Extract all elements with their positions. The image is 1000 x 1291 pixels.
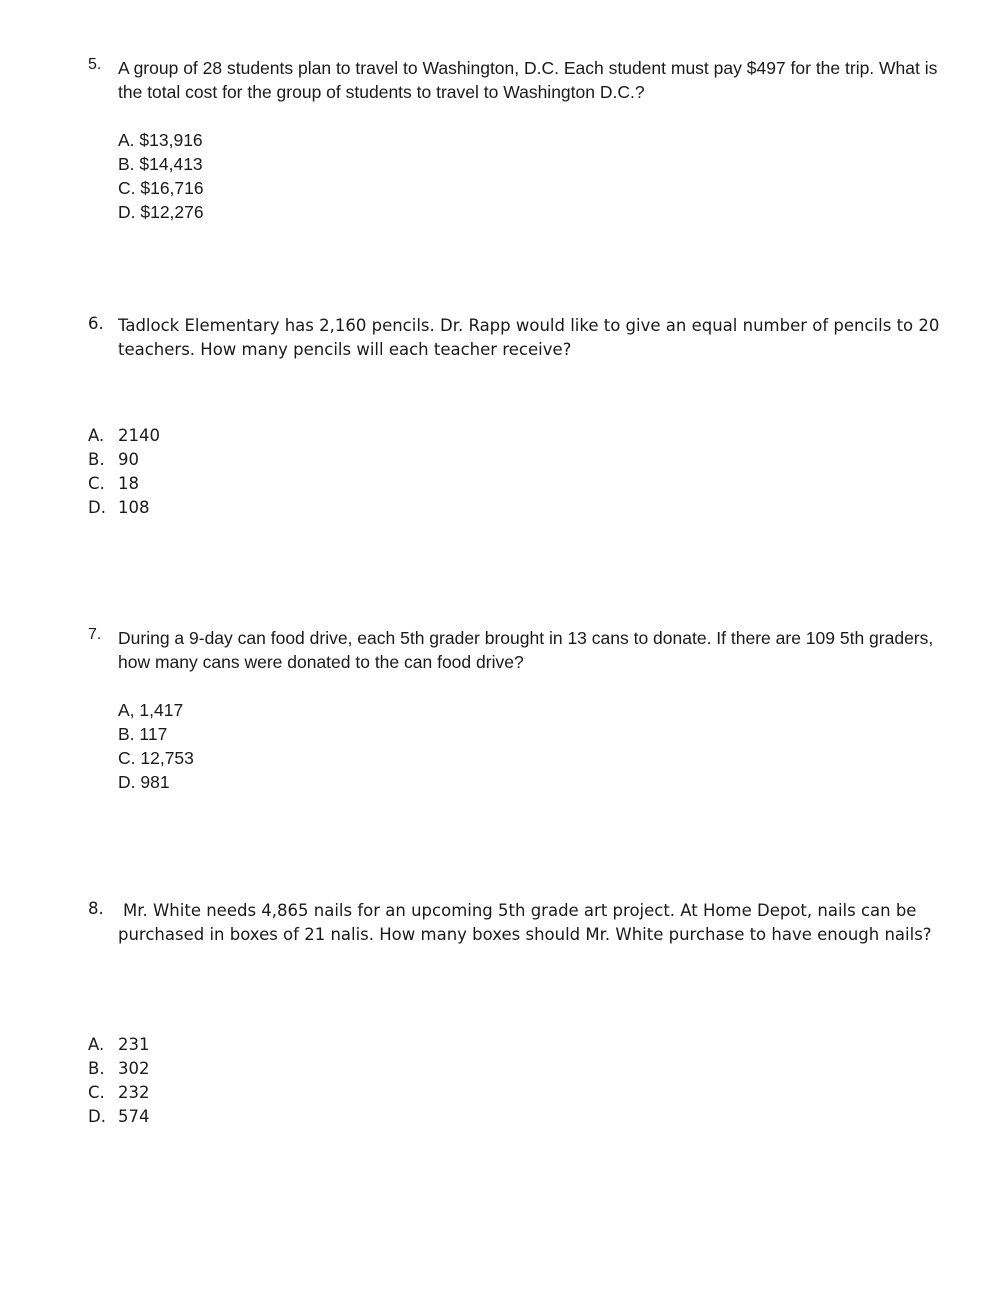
answer-options — [118, 128, 204, 224]
option-c — [88, 1081, 150, 1105]
option-b: B. $14,413 — [118, 154, 203, 174]
option-label: B. — [88, 450, 105, 469]
option-label: C. — [88, 1083, 105, 1102]
option-d — [88, 1105, 150, 1129]
question-text: Tadlock Elementary has 2,160 pencils. Dr. Rapp would like to give an equal number of pencils to 20 teachers. How many pencils will each teacher receive? — [118, 316, 940, 359]
option-d: D. $12,276 — [118, 202, 204, 222]
option-d — [88, 496, 160, 520]
option-value: 232 — [118, 1083, 150, 1102]
option-label: C. — [88, 474, 105, 493]
option-label: D. — [88, 1107, 106, 1126]
option-c — [88, 472, 160, 496]
option-value: 108 — [118, 498, 150, 517]
option-value: 90 — [118, 450, 139, 469]
option-value: 2140 — [118, 426, 160, 445]
option-b — [88, 448, 160, 472]
answer-options — [88, 1033, 150, 1129]
answer-options — [118, 698, 194, 794]
question-text — [118, 899, 948, 947]
option-label: A. — [88, 1035, 105, 1054]
option-c: C. $16,716 — [118, 178, 204, 198]
option-label: D. — [88, 498, 106, 517]
question-number: 8. — [88, 899, 104, 918]
option-a: A, 1,417 — [118, 700, 184, 720]
option-a — [88, 1033, 150, 1057]
question-7 — [88, 626, 948, 792]
question-8 — [88, 899, 948, 1126]
answer-options — [88, 424, 160, 520]
option-a — [88, 424, 160, 448]
option-value: 574 — [118, 1107, 150, 1126]
option-label: A. — [88, 426, 105, 445]
option-b — [88, 1057, 150, 1081]
question-number: 6. — [88, 314, 104, 333]
question-text-content: Mr. White needs 4,865 nails for an upcoming 5th grade art project. At Home Depot, nails can be purchased in boxes of 21 nalis. How many boxes should Mr. White purchase to have enough nails? — [118, 901, 932, 944]
question-text: During a 9-day can food drive, each 5th grader brought in 13 cans to donate. If there are 109 5th graders, how many cans were donated to the can food drive? — [118, 628, 934, 672]
option-label: B. — [88, 1059, 105, 1078]
option-c: C. 12,753 — [118, 748, 194, 768]
option-value: 18 — [118, 474, 139, 493]
option-value: 302 — [118, 1059, 150, 1078]
option-d: D. 981 — [118, 772, 170, 792]
question-number: 5. — [88, 56, 102, 73]
question-5 — [88, 56, 948, 222]
option-a: A. $13,916 — [118, 130, 203, 150]
option-value: 231 — [118, 1035, 150, 1054]
option-b: B. 117 — [118, 724, 168, 744]
question-number: 7. — [88, 626, 102, 643]
question-text: A group of 28 students plan to travel to Washington, D.C. Each student must pay $497 for the trip. What is the total cost for the group of students to travel to Washington D.C.? — [118, 58, 938, 102]
question-6 — [88, 314, 948, 517]
